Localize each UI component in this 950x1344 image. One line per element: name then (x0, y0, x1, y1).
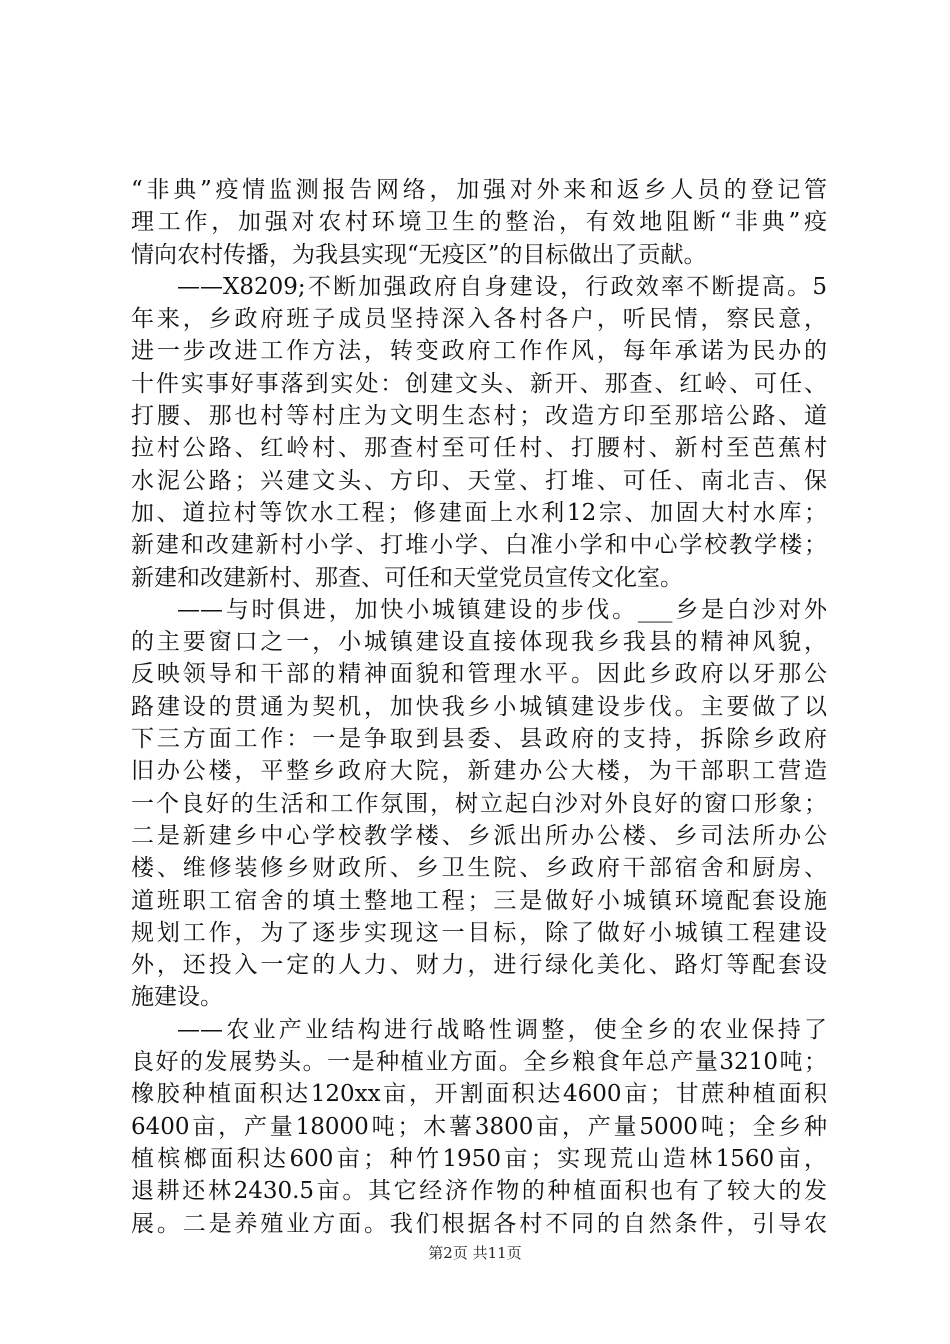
text-line: 退耕还林2430.5亩。其它经济作物的种植面积也有了较大的发 (131, 1178, 827, 1205)
text-line: 规划工作，为了逐步实现这一目标，除了做好小城镇工程建设 (131, 919, 827, 946)
text-line: 理工作，加强对农村环境卫生的整治，有效地阻断“非典”疫 (131, 209, 827, 236)
text-line: 外，还投入一定的人力、财力，进行绿化美化、路灯等配套设 (131, 952, 827, 979)
text-line: 施建设。 (131, 984, 223, 1011)
text-line: ——与时俱进，加快小城镇建设的步伐。___乡是白沙对外 (177, 596, 827, 623)
text-line: 十件实事好事落到实处：创建文头、新开、那查、红岭、可任、 (131, 370, 827, 397)
text-line: 6400亩，产量18000吨；木薯3800亩，产量5000吨；全乡种 (131, 1113, 827, 1140)
text-line: 加、道拉村等饮水工程；修建面上水利12宗、加固大村水库； (131, 499, 827, 526)
text-line: 年来，乡政府班子成员坚持深入各村各户，听民情，察民意， (131, 306, 827, 333)
text-line: “非典”疫情监测报告网络，加强对外来和返乡人员的登记管 (131, 177, 827, 203)
text-line: 水泥公路；兴建文头、方印、天堂、打堆、可任、南北吉、保 (131, 467, 827, 494)
text-line: 良好的发展势头。一是种植业方面。全乡粮食年总产量3210吨； (131, 1049, 827, 1076)
text-line: 楼、维修装修乡财政所、乡卫生院、乡政府干部宿舍和厨房、 (131, 855, 827, 882)
text-line: 橡胶种植面积达120xx亩，开割面积达4600亩；甘蔗种植面积 (131, 1081, 827, 1108)
text-line: 植槟榔面积达600亩；种竹1950亩；实现荒山造林1560亩， (131, 1145, 827, 1172)
text-line: ——X8209;不断加强政府自身建设，行政效率不断提高。5 (177, 273, 827, 300)
text-line: 拉村公路、红岭村、那查村至可任村、打腰村、新村至芭蕉村 (131, 435, 827, 462)
text-line: 道班职工宿舍的填土整地工程；三是做好小城镇环境配套设施 (131, 887, 827, 914)
text-line: 打腰、那也村等村庄为文明生态村；改造方印至那培公路、道 (131, 403, 827, 430)
text-line: 新建和改建新村小学、打堆小学、白准小学和中心学校教学楼； (131, 532, 827, 559)
text-line: 旧办公楼，平整乡政府大院，新建办公大楼，为干部职工营造 (131, 758, 827, 785)
text-line: 新建和改建新村、那查、可任和天堂党员宣传文化室。 (131, 564, 683, 591)
document-body (131, 174, 827, 1240)
text-line: 一个良好的生活和工作氛围，树立起白沙对外良好的窗口形象； (131, 790, 827, 817)
text-line: 路建设的贯通为契机，加快我乡小城镇建设步伐。主要做了以 (131, 693, 827, 720)
page-footer: 第2页 共11页 (428, 1244, 522, 1262)
text-line: 二是新建乡中心学校教学楼、乡派出所办公楼、乡司法所办公 (131, 822, 827, 849)
text-line: 展。二是养殖业方面。我们根据各村不同的自然条件，引导农 (131, 1210, 827, 1237)
text-line: 下三方面工作：一是争取到县委、县政府的支持，拆除乡政府 (131, 726, 827, 753)
text-line: ——农业产业结构进行战略性调整，使全乡的农业保持了 (177, 1016, 827, 1043)
text-line: 反映领导和干部的精神面貌和管理水平。因此乡政府以牙那公 (131, 661, 827, 688)
text-line: 进一步改进工作方法，转变政府工作作风，每年承诺为民办的 (131, 338, 827, 365)
text-line: 情向农村传播，为我县实现“无疫区”的目标做出了贡献。 (131, 241, 707, 268)
text-line: 的主要窗口之一，小城镇建设直接体现我乡我县的精神风貌， (131, 629, 827, 656)
